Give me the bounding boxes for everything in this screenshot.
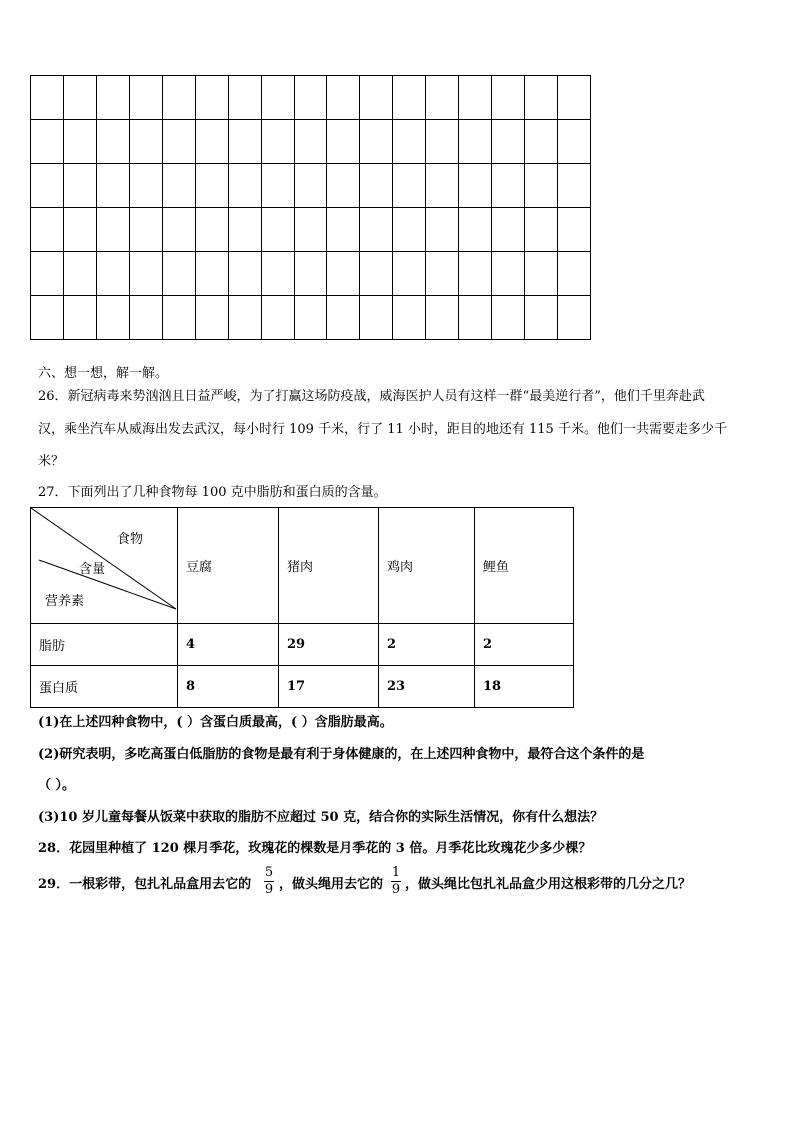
question-27-sub2-line1: (2)研究表明，多吃高蛋白低脂肪的食物是最有利于身体健康的，在上述四种食物中，最符合这个条件的是: [38, 747, 645, 762]
grid-cell: [327, 120, 360, 164]
grid-cell: [492, 252, 525, 296]
grid-cell: [96, 208, 129, 252]
question-29-part1: 29．一根彩带，包扎礼品盒用去它的: [38, 877, 252, 892]
grid-cell: [162, 296, 195, 340]
question-27-sub1: (1)在上述四种食物中，( ）含蛋白质最高，( ）含脂肪最高。: [38, 715, 393, 730]
grid-cell: [426, 164, 459, 208]
question-26-line1: 26．新冠病毒来势汹汹且日益严峻，为了打赢这场防疫战，威海医护人员有这样一群“最美逆行者”，他们千里奔赴武: [38, 389, 705, 404]
fraction-numerator: 5: [264, 865, 274, 880]
grid-cell: [558, 208, 591, 252]
grid-cell: [228, 252, 261, 296]
grid-cell: [228, 296, 261, 340]
grid-row: [31, 164, 591, 208]
grid-cell: [195, 252, 228, 296]
corner-label-content: 含量: [79, 562, 106, 577]
row-label: 脂肪: [31, 624, 178, 666]
column-header-food: 豆腐: [178, 508, 279, 624]
grid-cell: [63, 76, 96, 120]
grid-cell: [96, 252, 129, 296]
grid-cell: [459, 76, 492, 120]
fraction-one-ninth: [391, 866, 401, 897]
table-cell: 8: [178, 666, 279, 708]
grid-cell: [63, 120, 96, 164]
grid-row: [31, 208, 591, 252]
grid-cell: [261, 120, 294, 164]
grid-cell: [327, 296, 360, 340]
grid-cell: [228, 164, 261, 208]
fraction-denominator: 9: [264, 882, 274, 897]
grid-cell: [492, 296, 525, 340]
grid-cell: [261, 208, 294, 252]
table-cell: 18: [475, 666, 574, 708]
grid-cell: [525, 252, 558, 296]
grid-cell: [195, 164, 228, 208]
grid-cell: [492, 208, 525, 252]
grid-cell: [558, 296, 591, 340]
grid-cell: [129, 252, 162, 296]
grid-cell: [558, 164, 591, 208]
grid-cell: [294, 296, 327, 340]
grid-cell: [129, 76, 162, 120]
grid-cell: [31, 76, 64, 120]
grid-cell: [360, 164, 393, 208]
grid-cell: [525, 120, 558, 164]
grid-cell: [492, 120, 525, 164]
table-cell: 17: [279, 666, 379, 708]
section-heading: 六、想一想，解一解。: [38, 366, 169, 381]
grid-cell: [228, 208, 261, 252]
grid-cell: [294, 120, 327, 164]
corner-label-nutrient: 营养素: [45, 594, 85, 609]
question-29-part2: ，做头绳用去它的: [279, 877, 384, 892]
grid-cell: [129, 164, 162, 208]
grid-cell: [459, 208, 492, 252]
grid-cell: [558, 76, 591, 120]
grid-cell: [31, 164, 64, 208]
grid-cell: [426, 76, 459, 120]
table-cell: 29: [279, 624, 379, 666]
question-26-line3: 米？: [38, 454, 65, 469]
grid-cell: [63, 208, 96, 252]
grid-cell: [459, 252, 492, 296]
grid-cell: [459, 120, 492, 164]
grid-cell: [393, 252, 426, 296]
grid-cell: [360, 296, 393, 340]
grid-cell: [195, 76, 228, 120]
grid-row: [31, 296, 591, 340]
grid-cell: [31, 252, 64, 296]
grid-cell: [261, 164, 294, 208]
grid-cell: [31, 296, 64, 340]
grid-cell: [558, 252, 591, 296]
question-27-sub3: (3)10 岁儿童每餐从饭菜中获取的脂肪不应超过 50 克，结合你的实际生活情况，你有什么想法？: [38, 810, 604, 825]
grid-cell: [228, 76, 261, 120]
grid-cell: [426, 296, 459, 340]
question-26-line2: 汉，乘坐汽车从威海出发去武汉，每小时行 109 千米，行了 11 小时，距目的地还有 115 千米。他们一共需要走多少千: [38, 422, 727, 437]
table-header-row: [31, 508, 574, 624]
grid-cell: [162, 76, 195, 120]
grid-cell: [393, 76, 426, 120]
fraction-numerator: 1: [391, 865, 401, 880]
column-header-food: 猪肉: [279, 508, 379, 624]
grid-cell: [492, 164, 525, 208]
fraction-five-ninths: [264, 866, 274, 897]
answer-grid: [30, 75, 591, 340]
grid-cell: [162, 120, 195, 164]
grid-cell: [228, 120, 261, 164]
grid-cell: [459, 296, 492, 340]
grid-cell: [525, 208, 558, 252]
grid-cell: [525, 76, 558, 120]
grid-cell: [360, 252, 393, 296]
grid-cell: [162, 208, 195, 252]
grid-cell: [426, 120, 459, 164]
grid-cell: [327, 208, 360, 252]
table-row-fat: [31, 624, 574, 666]
table-cell: 23: [379, 666, 475, 708]
grid-cell: [129, 208, 162, 252]
column-header-food: 鲤鱼: [475, 508, 574, 624]
row-label: 蛋白质: [31, 666, 178, 708]
grid-row: [31, 76, 591, 120]
grid-cell: [294, 76, 327, 120]
question-29-part3: ，做头绳比包扎礼品盒少用这根彩带的几分之几？: [405, 877, 692, 892]
grid-cell: [360, 120, 393, 164]
grid-cell: [195, 120, 228, 164]
grid-cell: [327, 252, 360, 296]
grid-cell: [393, 164, 426, 208]
table-cell: 2: [475, 624, 574, 666]
grid-cell: [558, 120, 591, 164]
grid-cell: [162, 252, 195, 296]
grid-cell: [294, 252, 327, 296]
fraction-denominator: 9: [391, 882, 401, 897]
grid-cell: [393, 208, 426, 252]
grid-cell: [525, 296, 558, 340]
grid-cell: [492, 76, 525, 120]
grid-cell: [327, 76, 360, 120]
grid-cell: [31, 120, 64, 164]
grid-cell: [360, 208, 393, 252]
grid-cell: [96, 76, 129, 120]
grid-cell: [129, 296, 162, 340]
grid-cell: [195, 208, 228, 252]
grid-cell: [426, 208, 459, 252]
grid-cell: [162, 164, 195, 208]
grid-cell: [525, 164, 558, 208]
grid-cell: [31, 208, 64, 252]
grid-row: [31, 120, 591, 164]
question-27-sub2-line2: （ ）。: [38, 778, 76, 793]
question-27-intro: 27．下面列出了几种食物每 100 克中脂肪和蛋白质的含量。: [38, 485, 387, 500]
grid-cell: [63, 296, 96, 340]
grid-cell: [261, 76, 294, 120]
question-28: 28．花园里种植了 120 棵月季花，玫瑰花的棵数是月季花的 3 倍。月季花比玫瑰花少多少棵？: [38, 841, 592, 856]
grid-cell: [96, 164, 129, 208]
column-header-food: 鸡肉: [379, 508, 475, 624]
grid-cell: [360, 76, 393, 120]
diagonal-header-cell: [31, 508, 178, 624]
grid-row: [31, 252, 591, 296]
grid-cell: [459, 164, 492, 208]
grid-cell: [96, 296, 129, 340]
table-cell: 2: [379, 624, 475, 666]
grid-cell: [327, 164, 360, 208]
food-nutrition-table: [30, 507, 574, 708]
grid-cell: [96, 120, 129, 164]
grid-cell: [129, 120, 162, 164]
grid-cell: [195, 296, 228, 340]
table-cell: 4: [178, 624, 279, 666]
grid-cell: [393, 120, 426, 164]
grid-cell: [63, 164, 96, 208]
corner-label-food: 食物: [117, 532, 144, 547]
grid-cell: [63, 252, 96, 296]
grid-cell: [426, 252, 459, 296]
grid-cell: [294, 164, 327, 208]
grid-cell: [393, 296, 426, 340]
grid-cell: [261, 252, 294, 296]
grid-cell: [261, 296, 294, 340]
grid-cell: [294, 208, 327, 252]
table-row-protein: [31, 666, 574, 708]
